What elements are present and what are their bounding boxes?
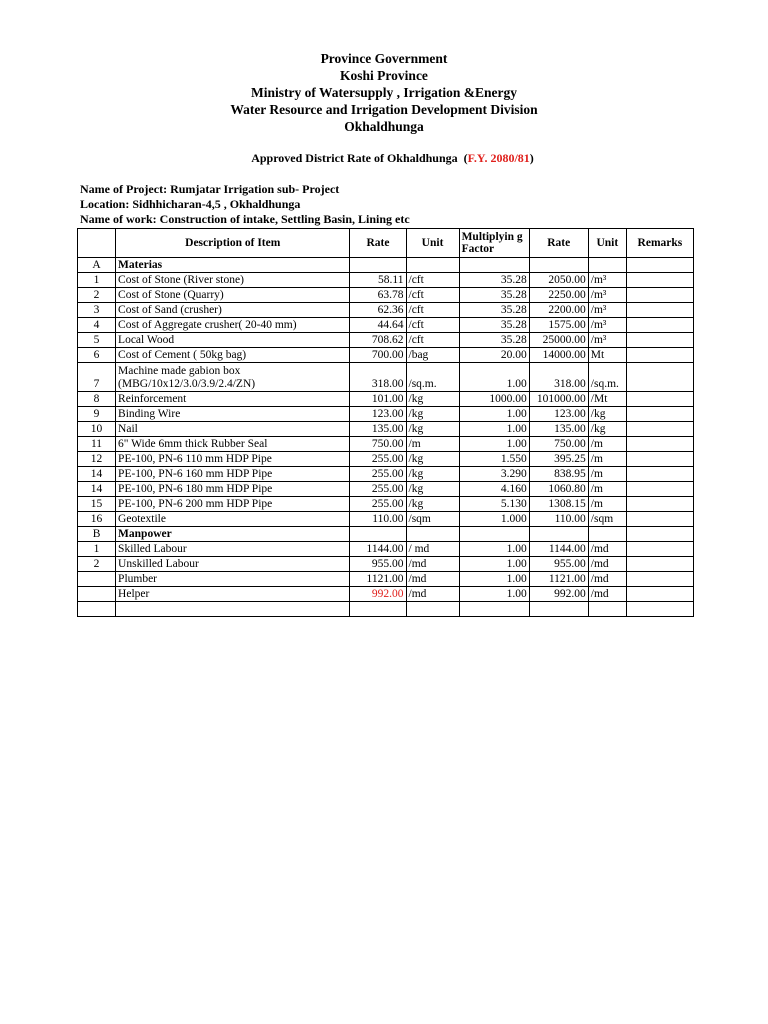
row-factor: 35.28	[459, 333, 529, 348]
subtitle-close-paren: )	[529, 151, 534, 165]
heading-line-2: Koshi Province	[340, 68, 428, 83]
col-header-remarks: Remarks	[626, 229, 693, 258]
row-unit: /kg	[406, 392, 459, 407]
row-unit2: /m	[588, 467, 626, 482]
row-description: Unskilled Labour	[116, 557, 350, 572]
row-unit: / md	[406, 542, 459, 557]
row-rate: 1121.00	[350, 572, 406, 587]
subtitle-open-paren: (	[463, 151, 468, 165]
row-sn: 1	[78, 273, 116, 288]
col-header-factor: Multiplyin g Factor	[459, 229, 529, 258]
row-factor: 5.130	[459, 497, 529, 512]
row-unit2: /sqm	[588, 512, 626, 527]
row-description: 6" Wide 6mm thick Rubber Seal	[116, 437, 350, 452]
row-factor: 20.00	[459, 348, 529, 363]
col-header-sn	[78, 229, 116, 258]
row-unit2: /m³	[588, 273, 626, 288]
row-description: Machine made gabion box (MBG/10x12/3.0/3.9/2.4/ZN)	[116, 363, 350, 392]
row-rate2: 110.00	[529, 512, 588, 527]
table-row	[78, 572, 694, 587]
row-unit: /cft	[406, 273, 459, 288]
row-unit: /kg	[406, 482, 459, 497]
row-remarks	[626, 303, 693, 318]
row-remarks	[626, 497, 693, 512]
row-rate2	[529, 258, 588, 273]
row-description: Cost of Stone (Quarry)	[116, 288, 350, 303]
row-remarks	[626, 467, 693, 482]
row-remarks	[626, 348, 693, 363]
row-unit: /cft	[406, 333, 459, 348]
row-unit2: /md	[588, 572, 626, 587]
table-row	[78, 348, 694, 363]
row-rate: 318.00	[350, 363, 406, 392]
row-rate2: 14000.00	[529, 348, 588, 363]
row-sn: 12	[78, 452, 116, 467]
row-sn: 14	[78, 482, 116, 497]
row-rate	[350, 527, 406, 542]
row-rate2: 1575.00	[529, 318, 588, 333]
row-remarks	[626, 572, 693, 587]
row-rate2: 2250.00	[529, 288, 588, 303]
row-factor: 3.290	[459, 467, 529, 482]
heading-line-5: Okhaldhunga	[344, 119, 424, 134]
row-factor	[459, 258, 529, 273]
row-unit2: /m³	[588, 303, 626, 318]
table-row	[78, 587, 694, 602]
row-description: Materias	[116, 258, 350, 273]
row-sn: 6	[78, 348, 116, 363]
row-unit: /cft	[406, 318, 459, 333]
table-row	[78, 482, 694, 497]
row-sn	[78, 572, 116, 587]
row-rate: 135.00	[350, 422, 406, 437]
row-factor: 1.000	[459, 512, 529, 527]
table-row	[78, 363, 694, 392]
row-factor	[459, 602, 529, 617]
row-factor: 4.160	[459, 482, 529, 497]
row-factor: 35.28	[459, 273, 529, 288]
row-factor: 1.00	[459, 557, 529, 572]
table-row	[78, 527, 694, 542]
table-row	[78, 273, 694, 288]
row-unit2: /sq.m.	[588, 363, 626, 392]
row-rate2: 1308.15	[529, 497, 588, 512]
row-rate: 44.64	[350, 318, 406, 333]
row-unit	[406, 258, 459, 273]
row-rate2: 101000.00	[529, 392, 588, 407]
row-remarks	[626, 288, 693, 303]
row-remarks	[626, 452, 693, 467]
row-unit: /bag	[406, 348, 459, 363]
row-rate2: 1060.80	[529, 482, 588, 497]
row-rate: 255.00	[350, 467, 406, 482]
row-unit2: /m	[588, 452, 626, 467]
row-unit	[406, 527, 459, 542]
row-rate2: 992.00	[529, 587, 588, 602]
row-unit: /cft	[406, 303, 459, 318]
row-unit2: Mt	[588, 348, 626, 363]
table-row	[78, 497, 694, 512]
row-unit: /kg	[406, 467, 459, 482]
row-rate: 992.00	[350, 587, 406, 602]
row-factor: 1.00	[459, 407, 529, 422]
row-factor: 1.00	[459, 437, 529, 452]
row-rate2: 318.00	[529, 363, 588, 392]
row-rate2: 395.25	[529, 452, 588, 467]
row-description: Local Wood	[116, 333, 350, 348]
row-unit2: /md	[588, 557, 626, 572]
row-unit2: /m³	[588, 333, 626, 348]
table-row	[78, 318, 694, 333]
col-header-description: Description of Item	[116, 229, 350, 258]
table-row	[78, 542, 694, 557]
row-sn: 11	[78, 437, 116, 452]
row-factor: 35.28	[459, 303, 529, 318]
row-rate2: 135.00	[529, 422, 588, 437]
subtitle-text: Approved District Rate of Okhaldhunga	[251, 151, 458, 165]
table-row	[78, 392, 694, 407]
row-sn: 9	[78, 407, 116, 422]
table-row	[78, 258, 694, 273]
row-remarks	[626, 482, 693, 497]
table-row	[78, 467, 694, 482]
row-unit2: /md	[588, 587, 626, 602]
row-rate: 708.62	[350, 333, 406, 348]
row-factor: 1.00	[459, 542, 529, 557]
row-rate: 101.00	[350, 392, 406, 407]
row-sn: 16	[78, 512, 116, 527]
row-factor: 35.28	[459, 288, 529, 303]
row-sn: 3	[78, 303, 116, 318]
row-factor: 1.550	[459, 452, 529, 467]
row-remarks	[626, 258, 693, 273]
row-unit2: /m	[588, 497, 626, 512]
row-rate2: 1121.00	[529, 572, 588, 587]
col-header-unit: Unit	[406, 229, 459, 258]
row-rate: 255.00	[350, 482, 406, 497]
row-rate2: 955.00	[529, 557, 588, 572]
table-row	[78, 333, 694, 348]
row-description: Manpower	[116, 527, 350, 542]
row-description: Reinforcement	[116, 392, 350, 407]
row-rate: 955.00	[350, 557, 406, 572]
row-description: Cost of Sand (crusher)	[116, 303, 350, 318]
row-remarks	[626, 437, 693, 452]
work-name: Name of work: Construction of intake, Settling Basin, Lining etc	[80, 212, 410, 226]
row-description: PE-100, PN-6 160 mm HDP Pipe	[116, 467, 350, 482]
row-remarks	[626, 512, 693, 527]
rate-subtitle	[0, 151, 768, 166]
document-heading	[0, 50, 768, 135]
table-row	[78, 557, 694, 572]
row-rate: 700.00	[350, 348, 406, 363]
row-unit2: /kg	[588, 407, 626, 422]
row-description: Cost of Cement ( 50kg bag)	[116, 348, 350, 363]
row-rate: 750.00	[350, 437, 406, 452]
row-factor: 1.00	[459, 587, 529, 602]
row-sn: 7	[78, 363, 116, 392]
row-description: Geotextile	[116, 512, 350, 527]
row-description	[116, 602, 350, 617]
row-rate: 63.78	[350, 288, 406, 303]
row-rate	[350, 258, 406, 273]
row-unit2: /m³	[588, 318, 626, 333]
row-remarks	[626, 527, 693, 542]
row-unit: /sqm	[406, 512, 459, 527]
row-description: Cost of Aggregate crusher( 20-40 mm)	[116, 318, 350, 333]
row-rate: 123.00	[350, 407, 406, 422]
row-rate: 1144.00	[350, 542, 406, 557]
row-remarks	[626, 363, 693, 392]
table-row	[78, 512, 694, 527]
row-unit2	[588, 258, 626, 273]
row-sn: 15	[78, 497, 116, 512]
row-factor	[459, 527, 529, 542]
row-unit: /kg	[406, 497, 459, 512]
row-remarks	[626, 318, 693, 333]
rate-table-body	[78, 258, 694, 617]
row-sn	[78, 587, 116, 602]
row-unit2: /m³	[588, 288, 626, 303]
row-rate2: 2200.00	[529, 303, 588, 318]
row-remarks	[626, 542, 693, 557]
row-rate2: 2050.00	[529, 273, 588, 288]
row-unit: /m	[406, 437, 459, 452]
row-unit2: /m	[588, 437, 626, 452]
row-unit2: /md	[588, 542, 626, 557]
row-rate2: 750.00	[529, 437, 588, 452]
row-rate2	[529, 527, 588, 542]
row-rate2: 838.95	[529, 467, 588, 482]
table-row	[78, 288, 694, 303]
table-row	[78, 422, 694, 437]
row-unit: /md	[406, 587, 459, 602]
row-description: Plumber	[116, 572, 350, 587]
table-row	[78, 303, 694, 318]
row-description: Cost of Stone (River stone)	[116, 273, 350, 288]
row-remarks	[626, 557, 693, 572]
row-description: Helper	[116, 587, 350, 602]
row-unit: /kg	[406, 407, 459, 422]
row-unit	[406, 602, 459, 617]
row-sn: 2	[78, 557, 116, 572]
table-row	[78, 407, 694, 422]
row-description: PE-100, PN-6 200 mm HDP Pipe	[116, 497, 350, 512]
row-unit2: /Mt	[588, 392, 626, 407]
row-unit: /sq.m.	[406, 363, 459, 392]
row-unit: /md	[406, 557, 459, 572]
row-remarks	[626, 273, 693, 288]
row-remarks	[626, 422, 693, 437]
row-description: Binding Wire	[116, 407, 350, 422]
row-sn: 4	[78, 318, 116, 333]
row-sn: 14	[78, 467, 116, 482]
row-description: Nail	[116, 422, 350, 437]
col-header-unit2: Unit	[588, 229, 626, 258]
table-row	[78, 602, 694, 617]
row-remarks	[626, 587, 693, 602]
col-header-rate: Rate	[350, 229, 406, 258]
row-remarks	[626, 407, 693, 422]
row-rate: 58.11	[350, 273, 406, 288]
row-description: PE-100, PN-6 180 mm HDP Pipe	[116, 482, 350, 497]
fiscal-year: F.Y. 2080/81	[467, 151, 530, 165]
row-rate2	[529, 602, 588, 617]
heading-line-4: Water Resource and Irrigation Development Division	[230, 102, 538, 117]
row-description: Skilled Labour	[116, 542, 350, 557]
row-description: PE-100, PN-6 110 mm HDP Pipe	[116, 452, 350, 467]
row-sn: 2	[78, 288, 116, 303]
row-rate2: 25000.00	[529, 333, 588, 348]
row-sn: A	[78, 258, 116, 273]
row-factor: 1.00	[459, 572, 529, 587]
row-sn: 8	[78, 392, 116, 407]
row-unit: /md	[406, 572, 459, 587]
row-rate: 62.36	[350, 303, 406, 318]
table-row	[78, 452, 694, 467]
row-remarks	[626, 392, 693, 407]
row-sn: 1	[78, 542, 116, 557]
row-remarks	[626, 333, 693, 348]
heading-line-1: Province Government	[320, 51, 448, 66]
col-header-rate2: Rate	[529, 229, 588, 258]
row-rate2: 1144.00	[529, 542, 588, 557]
row-unit2: /m	[588, 482, 626, 497]
table-row	[78, 437, 694, 452]
row-unit: /kg	[406, 422, 459, 437]
row-unit: /kg	[406, 452, 459, 467]
row-sn: 5	[78, 333, 116, 348]
row-factor: 1.00	[459, 422, 529, 437]
row-rate: 255.00	[350, 497, 406, 512]
project-info	[80, 182, 410, 227]
row-rate	[350, 602, 406, 617]
row-sn: 10	[78, 422, 116, 437]
row-factor: 35.28	[459, 318, 529, 333]
row-sn	[78, 602, 116, 617]
row-factor: 1.00	[459, 363, 529, 392]
row-unit2	[588, 527, 626, 542]
heading-line-3: Ministry of Watersupply , Irrigation &Energy	[251, 85, 517, 100]
project-name: Name of Project: Rumjatar Irrigation sub- Project	[80, 182, 340, 196]
project-location: Location: Sidhhicharan-4,5 , Okhaldhunga	[80, 197, 301, 211]
row-unit: /cft	[406, 288, 459, 303]
row-factor: 1000.00	[459, 392, 529, 407]
rate-table	[77, 228, 694, 617]
row-remarks	[626, 602, 693, 617]
row-rate2: 123.00	[529, 407, 588, 422]
row-unit2	[588, 602, 626, 617]
table-header-row	[78, 229, 694, 258]
row-unit2: /kg	[588, 422, 626, 437]
row-rate: 110.00	[350, 512, 406, 527]
row-rate: 255.00	[350, 452, 406, 467]
row-sn: B	[78, 527, 116, 542]
